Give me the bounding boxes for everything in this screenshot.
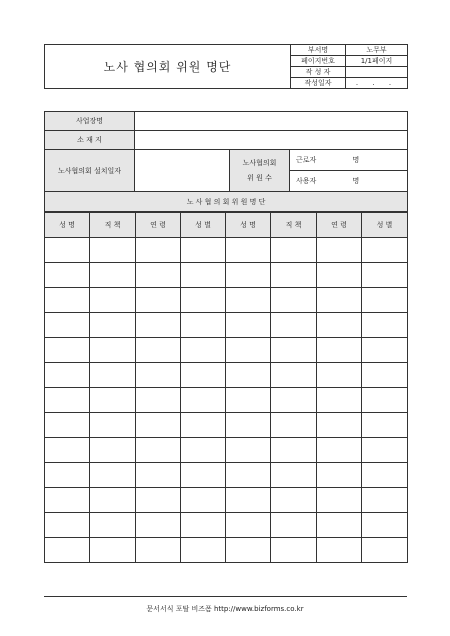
roster-cell[interactable]	[136, 338, 181, 363]
roster-cell[interactable]	[271, 313, 317, 338]
roster-cell[interactable]	[181, 238, 226, 263]
roster-cell[interactable]	[90, 288, 136, 313]
roster-cell[interactable]	[136, 413, 181, 438]
roster-cell[interactable]	[317, 288, 362, 313]
roster-cell[interactable]	[45, 438, 90, 463]
roster-cell[interactable]	[226, 413, 271, 438]
employer-count-field[interactable]	[290, 171, 408, 192]
roster-cell[interactable]	[362, 363, 408, 388]
roster-cell[interactable]	[226, 313, 271, 338]
workplace-label: 사업장명	[45, 112, 135, 131]
roster-cell[interactable]	[181, 438, 226, 463]
author-label: 작 성 자	[291, 67, 346, 78]
roster-cell[interactable]	[317, 413, 362, 438]
roster-cell[interactable]	[45, 538, 90, 563]
member-count-label	[230, 150, 290, 192]
roster-cell[interactable]	[90, 438, 136, 463]
page-number-label: 페이지번호	[291, 56, 346, 67]
author-value[interactable]	[346, 67, 408, 78]
roster-cell[interactable]	[181, 288, 226, 313]
roster-cell[interactable]	[317, 238, 362, 263]
location-label: 소 재 지	[45, 131, 135, 150]
roster-cell[interactable]	[136, 463, 181, 488]
roster-cell[interactable]	[181, 538, 226, 563]
roster-cell[interactable]	[226, 438, 271, 463]
roster-cell[interactable]	[45, 263, 90, 288]
roster-cell[interactable]	[317, 538, 362, 563]
roster-cell[interactable]	[271, 288, 317, 313]
roster-cell[interactable]	[317, 488, 362, 513]
roster-cell[interactable]	[226, 288, 271, 313]
roster-cell[interactable]	[45, 363, 90, 388]
roster-cell[interactable]	[271, 388, 317, 413]
dept-value[interactable]: 노무부	[346, 45, 408, 56]
roster-cell[interactable]	[317, 463, 362, 488]
roster-cell[interactable]	[362, 413, 408, 438]
roster-cell[interactable]	[226, 463, 271, 488]
roster-cell[interactable]	[45, 488, 90, 513]
roster-cell[interactable]	[271, 438, 317, 463]
roster-cell[interactable]	[226, 488, 271, 513]
column-header: 연 령	[317, 213, 362, 238]
roster-cell[interactable]	[90, 513, 136, 538]
roster-cell[interactable]	[226, 338, 271, 363]
employer-unit: 명	[352, 177, 360, 185]
roster-cell[interactable]	[271, 263, 317, 288]
roster-cell[interactable]	[317, 363, 362, 388]
roster-cell[interactable]	[362, 313, 408, 338]
member-count-label-line2: 위 원 수	[247, 174, 272, 182]
roster-cell[interactable]	[226, 263, 271, 288]
roster-cell[interactable]	[181, 313, 226, 338]
roster-cell[interactable]	[90, 238, 136, 263]
roster-cell[interactable]	[45, 313, 90, 338]
roster-table	[44, 212, 408, 563]
roster-cell[interactable]	[271, 338, 317, 363]
roster-body	[45, 238, 408, 563]
roster-cell[interactable]	[362, 238, 408, 263]
roster-cell[interactable]	[45, 513, 90, 538]
document-header	[44, 44, 408, 89]
table-row	[45, 438, 408, 463]
worker-unit: 명	[352, 156, 360, 164]
roster-cell[interactable]	[181, 463, 226, 488]
established-date-field[interactable]	[135, 150, 230, 192]
table-row	[45, 488, 408, 513]
table-row	[45, 238, 408, 263]
roster-cell[interactable]	[181, 413, 226, 438]
roster-cell[interactable]	[136, 288, 181, 313]
table-row	[45, 413, 408, 438]
roster-cell[interactable]	[136, 438, 181, 463]
roster-cell[interactable]	[317, 263, 362, 288]
roster-cell[interactable]	[317, 338, 362, 363]
roster-cell[interactable]	[362, 438, 408, 463]
roster-cell[interactable]	[226, 363, 271, 388]
roster-cell[interactable]	[136, 513, 181, 538]
table-row	[45, 288, 408, 313]
worker-label: 근로자	[296, 156, 317, 164]
roster-cell[interactable]	[362, 463, 408, 488]
page-title: 노사 협의회 위원 명단	[45, 45, 291, 89]
roster-cell[interactable]	[181, 488, 226, 513]
roster-cell[interactable]	[181, 513, 226, 538]
roster-cell[interactable]	[226, 538, 271, 563]
roster-cell[interactable]	[317, 513, 362, 538]
roster-cell[interactable]	[136, 363, 181, 388]
column-header: 성 별	[362, 213, 408, 238]
dept-label: 부서명	[291, 45, 346, 56]
roster-cell[interactable]	[90, 488, 136, 513]
roster-cell[interactable]	[362, 288, 408, 313]
roster-cell[interactable]	[136, 238, 181, 263]
roster-cell[interactable]	[271, 488, 317, 513]
roster-cell[interactable]	[271, 463, 317, 488]
roster-cell[interactable]	[181, 338, 226, 363]
column-header: 성 명	[45, 213, 90, 238]
employer-label: 사용자	[296, 177, 317, 185]
roster-cell[interactable]	[362, 538, 408, 563]
location-field[interactable]	[135, 131, 408, 150]
roster-title: 노 사 협 의 회 위 원 명 단	[45, 192, 408, 212]
table-row	[45, 338, 408, 363]
roster-cell[interactable]	[362, 263, 408, 288]
roster-cell[interactable]	[45, 338, 90, 363]
roster-cell[interactable]	[317, 438, 362, 463]
roster-cell[interactable]	[317, 388, 362, 413]
worker-count-field[interactable]	[290, 150, 408, 171]
roster-cell[interactable]	[90, 363, 136, 388]
column-header: 직 책	[271, 213, 317, 238]
roster-cell[interactable]	[90, 538, 136, 563]
roster-cell[interactable]	[271, 513, 317, 538]
roster-cell[interactable]	[90, 463, 136, 488]
table-row	[45, 513, 408, 538]
column-header: 연 령	[136, 213, 181, 238]
roster-cell[interactable]	[45, 288, 90, 313]
roster-cell[interactable]	[362, 338, 408, 363]
roster-cell[interactable]	[45, 388, 90, 413]
roster-cell[interactable]	[226, 513, 271, 538]
council-info-table	[44, 111, 408, 212]
roster-cell[interactable]	[362, 488, 408, 513]
roster-cell[interactable]	[271, 413, 317, 438]
footer-divider	[44, 596, 407, 597]
date-value[interactable]: . . .	[346, 78, 408, 89]
table-row	[45, 463, 408, 488]
roster-cell[interactable]	[271, 238, 317, 263]
roster-cell[interactable]	[271, 538, 317, 563]
footer-text: 문서서식 포탈 비즈폼 http://www.bizforms.co.kr	[146, 605, 304, 613]
date-label: 작성일자	[291, 78, 346, 89]
roster-cell[interactable]	[136, 538, 181, 563]
column-header: 직 책	[90, 213, 136, 238]
roster-cell[interactable]	[362, 513, 408, 538]
roster-cell[interactable]	[226, 238, 271, 263]
roster-cell[interactable]	[90, 263, 136, 288]
roster-cell[interactable]	[90, 388, 136, 413]
roster-cell[interactable]	[362, 388, 408, 413]
roster-cell[interactable]	[136, 388, 181, 413]
roster-cell[interactable]	[226, 388, 271, 413]
roster-cell[interactable]	[271, 363, 317, 388]
roster-cell[interactable]	[181, 363, 226, 388]
table-row	[45, 313, 408, 338]
roster-cell[interactable]	[45, 463, 90, 488]
roster-cell[interactable]	[45, 238, 90, 263]
table-row	[45, 363, 408, 388]
table-row	[45, 538, 408, 563]
column-header: 성 명	[226, 213, 271, 238]
roster-cell[interactable]	[136, 263, 181, 288]
roster-cell[interactable]	[90, 413, 136, 438]
roster-cell[interactable]	[45, 413, 90, 438]
roster-cell[interactable]	[90, 313, 136, 338]
roster-cell[interactable]	[136, 313, 181, 338]
roster-cell[interactable]	[90, 338, 136, 363]
roster-cell[interactable]	[181, 388, 226, 413]
column-header: 성 별	[181, 213, 226, 238]
page-number-value[interactable]: 1/1페이지	[346, 56, 408, 67]
roster-cell[interactable]	[181, 263, 226, 288]
roster-cell[interactable]	[136, 488, 181, 513]
member-count-label-line1: 노사협의회	[242, 159, 277, 167]
workplace-field[interactable]	[135, 112, 408, 131]
roster-cell[interactable]	[317, 313, 362, 338]
roster-header-row	[45, 213, 408, 238]
table-row	[45, 263, 408, 288]
table-row	[45, 388, 408, 413]
established-date-label: 노사협의회 설치일자	[45, 150, 135, 192]
